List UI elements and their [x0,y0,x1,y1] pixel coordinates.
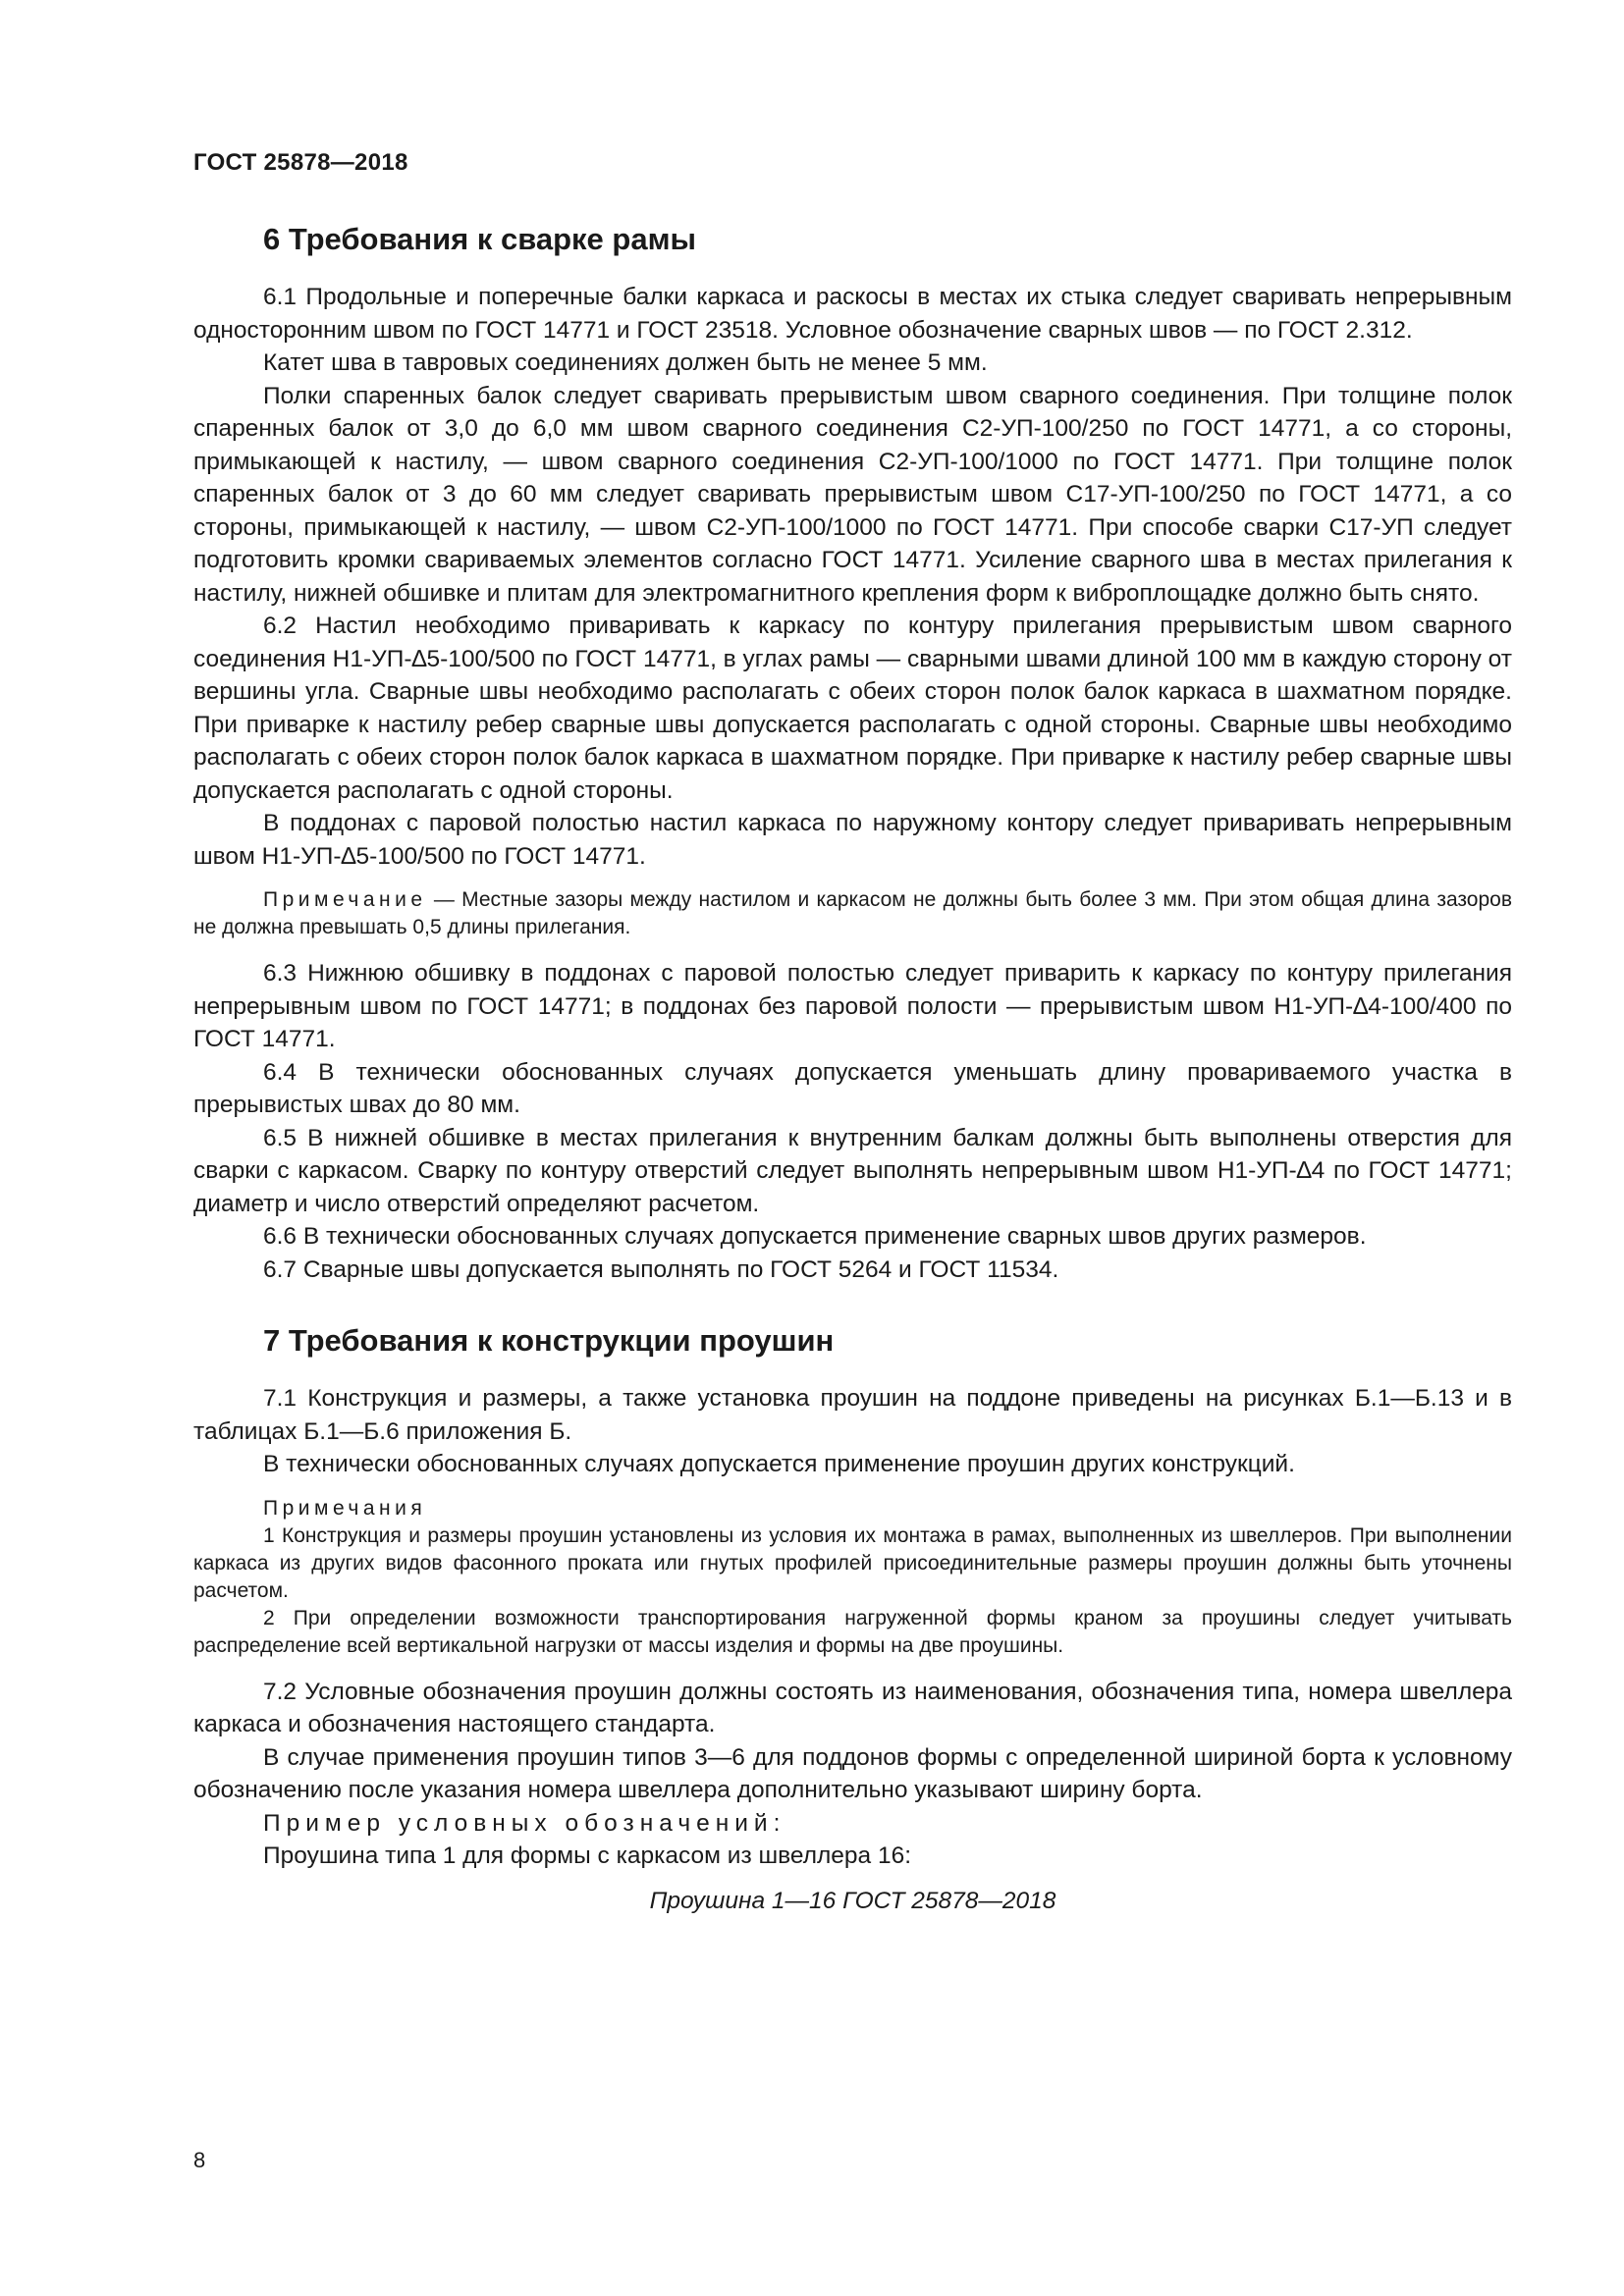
section-7-title: 7 Требования к конструкции проушин [263,1323,835,1358]
paragraph-6-2: 6.2 Настил необходимо приваривать к каркасу по контуру прилегания прерывистым швом сварного соединения Н1-УП-∆5-100/500 по ГОСТ 14771, в углах рамы — сварными швами длиной 100 мм в каждую сторону от вершины угла. Сварные швы необходимо располагать с обеих сторон полок балок каркаса в шахматном порядке. При приварке к настилу ребер сварные швы допускается располагать с одной стороны. Сварные швы необходимо располагать с обеих сторон полок балок каркаса в шахматном порядке. При приварке к настилу ребер сварные швы допускается располагать с одной стороны. [193,613,1512,804]
notes-7-1 [193,1495,1512,1660]
paragraph-6-3: 6.3 Нижнюю обшивку в поддонах с паровой полостью следует приварить к каркасу по контуру прилегания непрерывным швом по ГОСТ 14771; в поддонах без паровой полости — прерывистым швом Н1-УП-∆4-100/400 по ГОСТ 14771. [193,960,1512,1052]
paragraph-6-6: 6.6 В технически обоснованных случаях допускается применение сварных швов других размеров. [263,1223,1367,1250]
paragraph-6-1: 6.1 Продольные и поперечные балки каркаса и раскосы в местах их стыка следует сваривать непрерывным односторонним швом по ГОСТ 14771 и ГОСТ 23518. Условное обозначение сварных швов — по ГОСТ 2.312. [193,284,1512,344]
paragraph-weld-leg: Катет шва в тавровых соединениях должен быть не менее 5 мм. [263,349,988,376]
page-number: 8 [193,2148,206,2172]
paragraph-7-2: 7.2 Условные обозначения проушин должны состоять из наименования, обозначения типа, номера швеллера каркаса и обозначения настоящего стандарта. [193,1678,1512,1737]
paragraph-6-5: 6.5 В нижней обшивке в местах прилегания к внутренним балкам должны быть выполнены отверстия для сварки с каркасом. Сварку по контуру отверстий следует выполнять непрерывным швом Н1-УП-∆4 по ГОСТ 14771; диаметр и число отверстий определяют расчетом. [193,1124,1512,1217]
document-header: ГОСТ 25878—2018 [193,149,408,176]
note-item-2: 2 При определении возможности транспортирования нагруженной формы краном за проушины следует учитывать распределение всей вертикальной нагрузки от массы изделия и формы на две проушины. [193,1606,1512,1657]
paragraph-steam-cavity: В поддонах с паровой полостью настил каркаса по наружному контору следует приваривать непрерывным швом Н1-УП-∆5-100/500 по ГОСТ 14771. [193,810,1512,870]
section-6-title: 6 Требования к сварке рамы [263,222,696,256]
note-label: Примечание [263,888,427,911]
example-designation: Проушина 1—16 ГОСТ 25878—2018 [649,1887,1056,1914]
paragraph-7-1: 7.1 Конструкция и размеры, а также установка проушин на поддоне приведены на рисунках Б.1—Б.13 и в таблицах Б.1—Б.6 приложения Б. [193,1385,1512,1445]
example-line: Проушина типа 1 для формы с каркасом из швеллера 16: [263,1842,912,1869]
paragraph-6-4: 6.4 В технически обоснованных случаях допускается уменьшать длину провариваемого участка в прерывистых швах до 80 мм. [193,1058,1512,1118]
document-body [193,220,1512,1917]
example-title: Пример условных обозначений: [263,1809,786,1837]
paragraph-board-width: В случае применения проушин типов 3—6 для поддонов формы с определенной шириной борта к условному обозначению после указания номера швеллера дополнительно указывают ширину борта. [193,1743,1512,1803]
paragraph-paired-beams: Полки спаренных балок следует сваривать прерывистым швом сварного соединения. При толщине полок спаренных балок от 3,0 до 6,0 мм швом сварного соединения С2-УП-100/250 по ГОСТ 14771, а со стороны, примыкающей к настилу, — швом сварного соединения С2-УП-100/1000 по ГОСТ 14771. При толщине полок спаренных балок от 3 до 60 мм следует сваривать прерывистым швом С17-УП-100/250 по ГОСТ 14771, а со стороны, примыкающей к настилу, — швом С2-УП-100/1000 по ГОСТ 14771. При способе сварки С17-УП следует подготовить кромки свариваемых элементов согласно ГОСТ 14771. Усиление сварного шва в местах прилегания к настилу, нижней обшивке и плитам для электромагнитного крепления форм к виброплощадке должно быть снято. [193,382,1512,607]
section-gap [193,1286,1512,1321]
paragraph-other-designs: В технически обоснованных случаях допускается применение проушин других конструкций. [263,1451,1295,1477]
note-6-2 [193,886,1512,941]
note-text: — Местные зазоры между настилом и каркасом не должны быть более 3 мм. При этом общая длина зазоров не должна превышать 0,5 длины прилегания. [193,888,1512,938]
note-item-1: 1 Конструкция и размеры проушин установлены из условия их монтажа в рамах, выполненных из швеллеров. При выполнении каркаса из других видов фасонного проката или гнутых профилей присоединительные размеры проушин должны быть уточнены расчетом. [193,1523,1512,1602]
notes-title: Примечания [263,1496,427,1520]
paragraph-6-7: 6.7 Сварные швы допускается выполнять по ГОСТ 5264 и ГОСТ 11534. [263,1255,1059,1283]
